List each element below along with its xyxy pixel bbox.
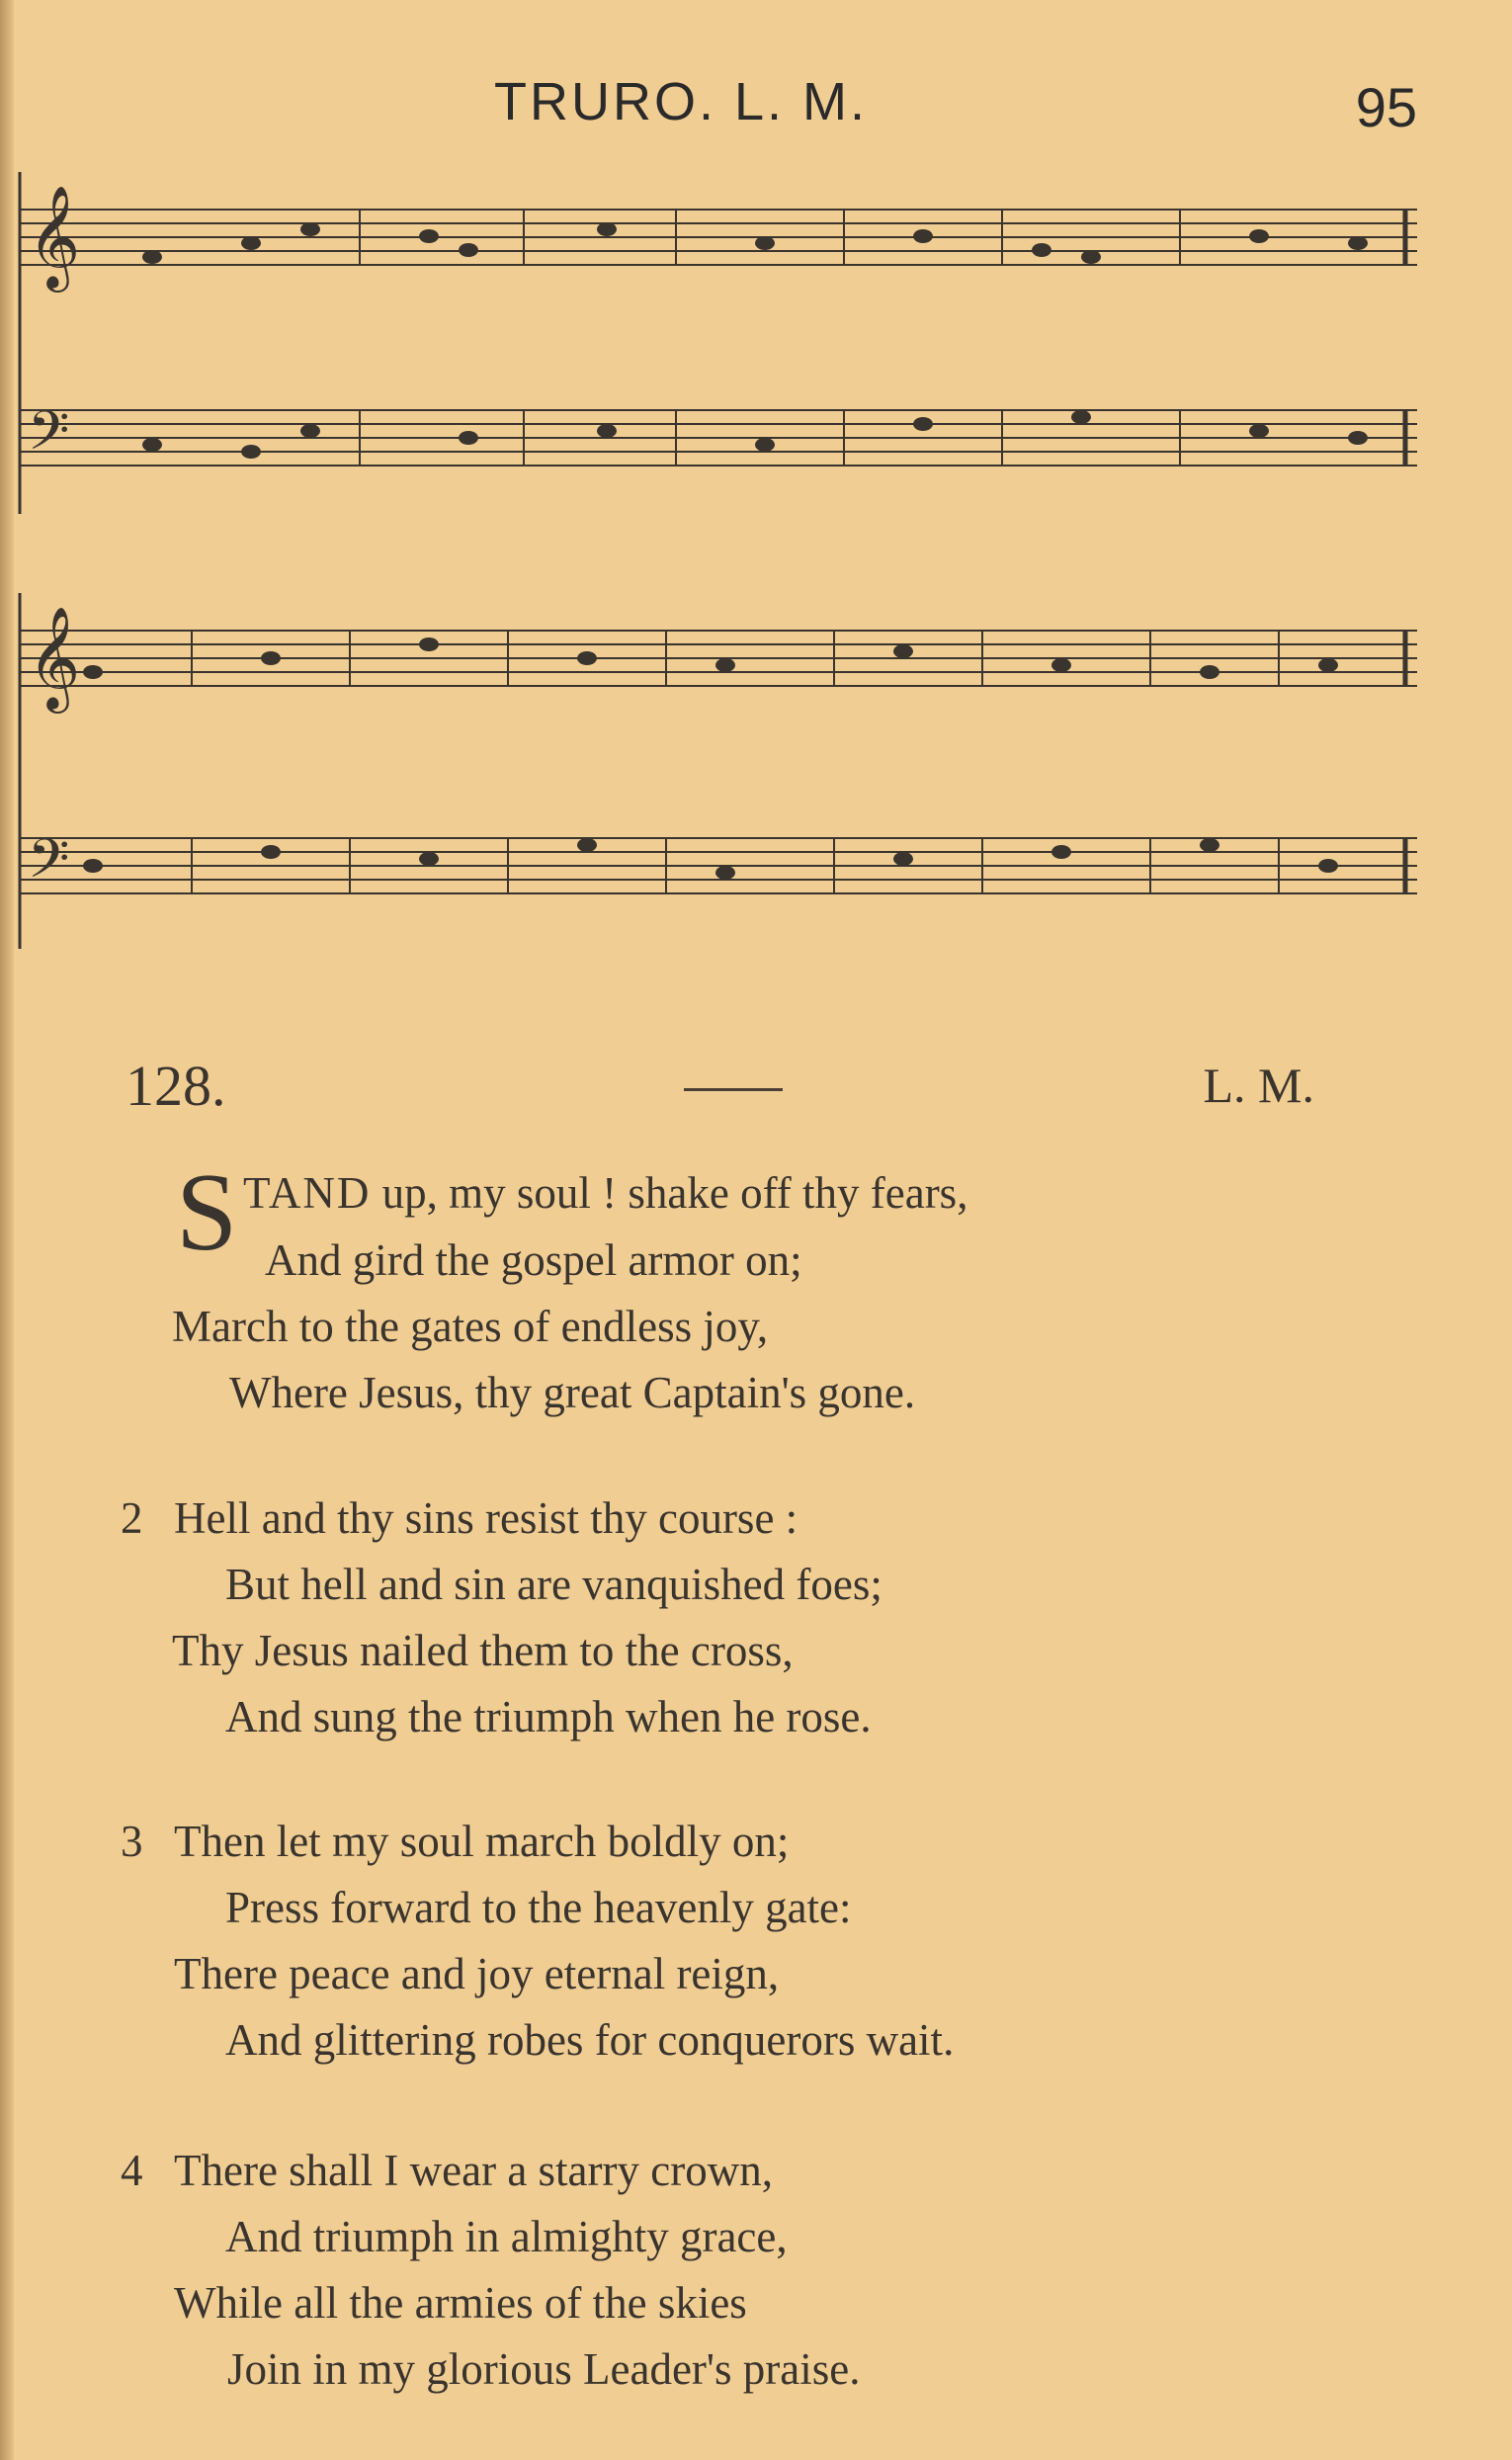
verse-number: 3: [121, 1817, 143, 1866]
hymn-heading: [0, 1053, 1512, 1132]
stanza-line: But hell and sin are vanquished foes;: [225, 1560, 882, 1609]
page-edge: [0, 0, 14, 2460]
stanza-line: Then let my soul march boldly on;: [174, 1817, 790, 1866]
stanza-line: And gird the gospel armor on;: [265, 1235, 802, 1285]
stanza-line: And glittering robes for conquerors wait.: [225, 2015, 955, 2065]
svg-text:𝄞: 𝄞: [28, 185, 81, 289]
page-header: [0, 69, 1512, 148]
stanza-line: Thy Jesus nailed them to the cross,: [172, 1626, 794, 1675]
stanza-line: Press forward to the heavenly gate:: [225, 1883, 852, 1932]
system-1: [20, 172, 1417, 514]
stanza-line: Hell and thy sins resist thy course :: [174, 1493, 798, 1543]
stanza-line: And triumph in almighty grace,: [225, 2212, 788, 2261]
first-line-rest: up, my soul ! shake off thy fears,: [371, 1168, 968, 1218]
page-number: 95: [1355, 76, 1417, 138]
stanza-line: Where Jesus, thy great Captain's gone.: [229, 1368, 916, 1417]
svg-text:𝄢: 𝄢: [28, 827, 70, 903]
svg-text:𝄞: 𝄞: [28, 606, 81, 710]
system-2: [20, 593, 1417, 949]
svg-text:𝄢: 𝄢: [28, 399, 70, 475]
verse-number: 2: [121, 1493, 143, 1543]
stanza-line: March to the gates of endless joy,: [172, 1302, 769, 1351]
hymn-meter: L. M.: [1203, 1058, 1314, 1113]
stanza-line: And sung the triumph when he rose.: [225, 1692, 872, 1741]
heading-dash: [684, 1088, 783, 1091]
hymn-number: 128.: [126, 1054, 226, 1118]
stanza-line: There shall I wear a starry crown,: [174, 2146, 773, 2195]
stanza-line: While all the armies of the skies: [174, 2278, 747, 2328]
stanza-line: Join in my glorious Leader's praise.: [227, 2344, 861, 2394]
stanza-line: There peace and joy eternal reign,: [174, 1949, 780, 1998]
tune-title: TRURO. L. M.: [494, 72, 869, 131]
drop-cap: S: [176, 1151, 238, 1274]
verse-number: 4: [121, 2146, 143, 2195]
music-score: [14, 158, 1427, 988]
first-word-caps: TAND: [243, 1168, 372, 1218]
stanza-line: [243, 1167, 967, 1219]
